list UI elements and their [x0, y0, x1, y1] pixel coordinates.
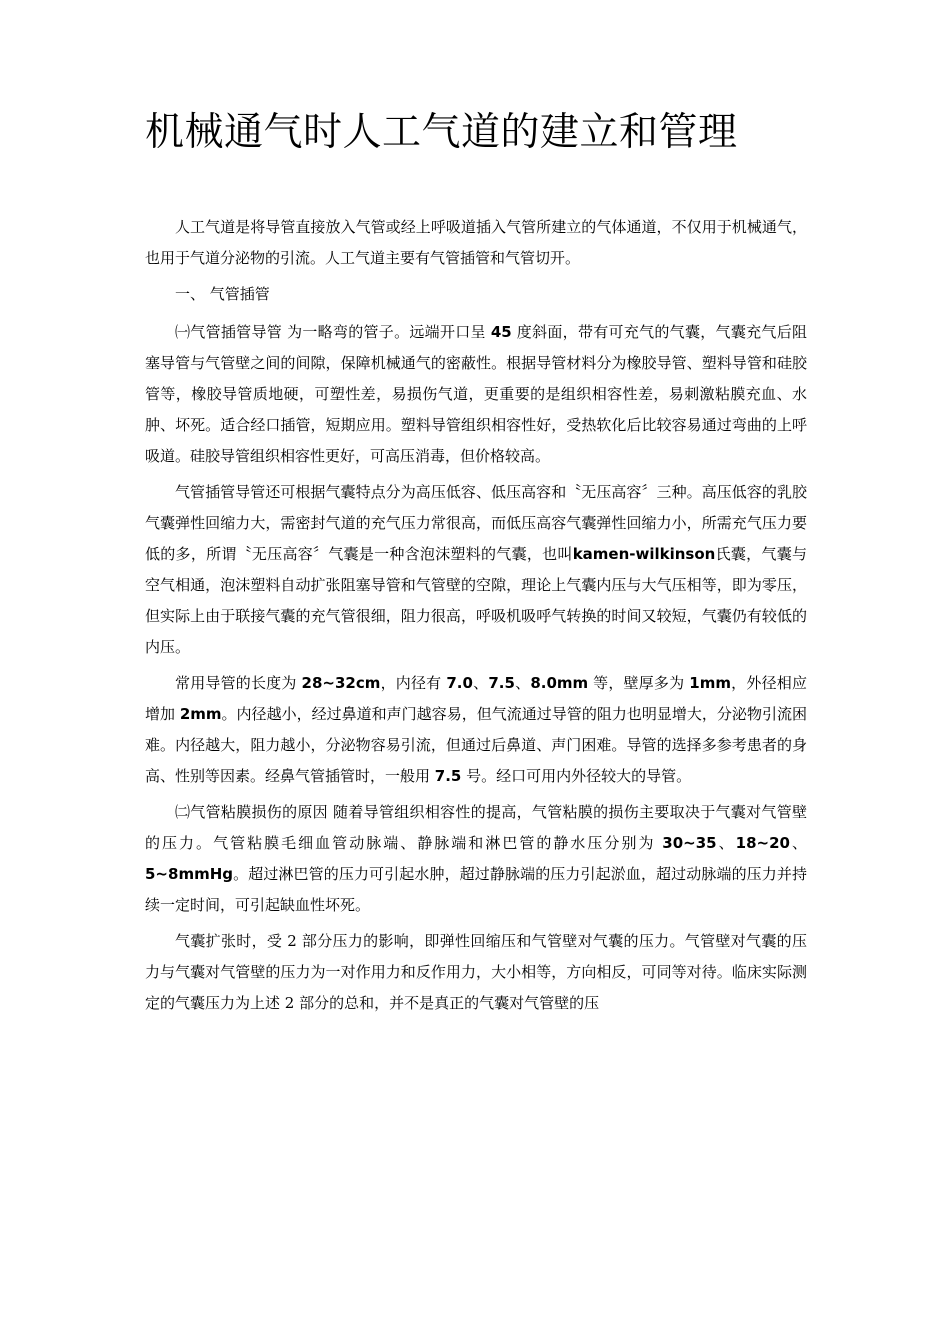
- number-length: 28~32cm: [301, 674, 381, 692]
- text-run: 、: [716, 834, 736, 852]
- number-pressure: 18~20: [735, 834, 790, 852]
- number-pressure: 5~8mmHg: [145, 865, 233, 883]
- text-run: 度斜面，带有可充气的气囊，气囊充气后阻塞导管与气管壁之间的间隙，保障机械通气的密蔽性。根据导管材料分为橡胶导管、塑料导管和硅胶管等，橡胶导管质地硬，可塑性差，易损伤气道，更重要的是组织相容性差，易刺激粘膜充血、水肿、坏死。适合经口插管，短期应用。塑料导管组织相容性好，受热软化后比较容易通过弯曲的上呼吸道。硅胶导管组织相容性更好，可高压消毒，但价格较高。: [145, 323, 807, 465]
- text-run: 号。经口可用内外径较大的导管。: [461, 767, 692, 785]
- text-run: 、: [472, 674, 489, 692]
- number-outer-increase: 2mm: [179, 705, 222, 723]
- document-title: 机械通气时人工气道的建立和管理: [145, 110, 738, 155]
- text-run: ㈡气管粘膜损伤的原因 随着导管组织相容性的提高，气管粘膜的损伤主要取决于气囊对气管壁的压力。气管粘膜毛细血管动脉端、静脉端和淋巴管的静水压分别为: [145, 803, 807, 852]
- paragraph-cuff-pressure: 气囊扩张时，受 2 部分压力的影响，即弹性回缩压和气管壁对气囊的压力。气管壁对气囊的压力与气囊对气管壁的压力为一对作用力和反作用力，大小相等，方向相反，可同等对待。临床实际测定的气囊压力为上述 2 部分的总和，并不是真正的气囊对气管壁的压: [145, 932, 807, 1012]
- text-run: 。内径越小，经过鼻道和声门越容易，但气流通过导管的阻力也明显增大，分泌物引流困难。内径越大，阻力越小，分泌物容易引流，但通过后鼻道、声门困难。导管的选择多参考患者的身高、性别等因素。经鼻气管插管时，一般用: [145, 705, 807, 785]
- number-diameter: 8.0mm: [530, 674, 589, 692]
- text-run: 常用导管的长度为: [175, 674, 302, 692]
- document-page: [145, 0, 807, 1024]
- paragraph-cuff-types: [145, 477, 807, 663]
- text-run: 、: [789, 834, 807, 852]
- text-run: ，内径有: [380, 674, 447, 692]
- term-kamen-wilkinson: kamen-wilkinson: [572, 545, 716, 563]
- number-diameter: 7.0: [446, 674, 473, 692]
- paragraph-tube-materials: [145, 317, 807, 472]
- text-run: 、: [514, 674, 531, 692]
- number-pressure: 30~35: [662, 834, 717, 852]
- paragraph-mucosa-injury: [145, 797, 807, 921]
- text-run: ㈠气管插管导管 为一略弯的管子。远端开口呈: [175, 323, 491, 341]
- text-run: 气管插管导管还可根据气囊特点分为高压低容、低压高容和〝无压高容〞三种。高压低容的乳胶气囊弹性回缩力大，需密封气道的充气压力常很高，而低压高容气囊弹性回缩力小，所需充气压力要低的多，所谓〝无压高容〞气囊是一种含泡沫塑料的气囊，也叫: [145, 483, 807, 563]
- intro-paragraph: 人工气道是将导管直接放入气管或经上呼吸道插入气管所建立的气体通道，不仅用于机械通气，也用于气道分泌物的引流。人工气道主要有气管插管和气管切开。: [145, 218, 807, 267]
- number-diameter: 7.5: [488, 674, 515, 692]
- text-run: 氏囊，气囊与空气相通，泡沫塑料自动扩张阻塞导管和气管壁的空隙，理论上气囊内压与大气压相等，即为零压，但实际上由于联接气囊的充气管很细，阻力很高，呼吸机吸呼气转换的时间又较短，气囊仍有较低的内压。: [145, 545, 807, 656]
- number-nasal-size: 7.5: [434, 767, 462, 785]
- text-run: 。超过淋巴管的压力可引起水肿，超过静脉端的压力引起淤血，超过动脉端的压力并持续一定时间，可引起缺血性坏死。: [145, 865, 807, 914]
- number-angle: 45: [490, 323, 512, 341]
- text-run: 等，壁厚多为: [588, 674, 690, 692]
- section-heading-tracheal-intubation: 一、 气管插管: [175, 285, 270, 303]
- number-wall-thickness: 1mm: [689, 674, 731, 692]
- text-run: ，外径相应增加: [145, 674, 807, 723]
- document-body: [145, 212, 807, 1019]
- paragraph-tube-sizes: [145, 668, 807, 792]
